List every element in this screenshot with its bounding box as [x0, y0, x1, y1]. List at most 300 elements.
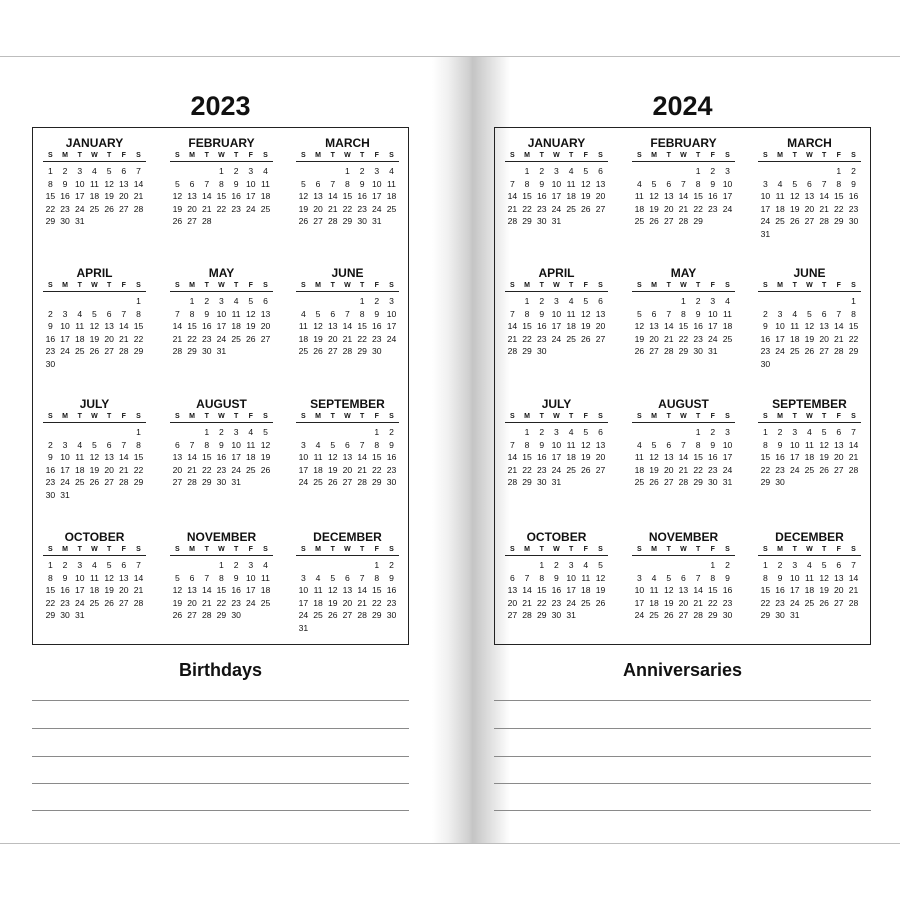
- day-cell[interactable]: 13: [172, 452, 183, 463]
- day-cell[interactable]: 25: [231, 333, 241, 344]
- day-cell[interactable]: 5: [821, 427, 827, 437]
- day-cell[interactable]: 6: [807, 178, 812, 189]
- day-cell[interactable]: 15: [708, 585, 718, 596]
- day-cell[interactable]: 30: [60, 610, 70, 621]
- day-cell[interactable]: 20: [649, 333, 659, 344]
- day-cell[interactable]: 27: [342, 610, 353, 621]
- day-cell[interactable]: 6: [121, 166, 127, 176]
- day-cell[interactable]: 24: [60, 477, 70, 488]
- day-cell[interactable]: 6: [106, 439, 112, 450]
- day-cell[interactable]: 18: [74, 464, 85, 475]
- day-cell[interactable]: 26: [663, 610, 674, 621]
- day-cell[interactable]: 26: [649, 477, 659, 488]
- day-cell[interactable]: 19: [327, 597, 338, 608]
- day-cell[interactable]: 16: [201, 321, 212, 332]
- day-cell[interactable]: 7: [681, 439, 686, 450]
- day-cell[interactable]: 25: [89, 203, 100, 214]
- day-cell[interactable]: 15: [760, 585, 771, 596]
- day-cell[interactable]: 31: [74, 216, 85, 227]
- day-cell[interactable]: 5: [300, 178, 306, 189]
- day-cell[interactable]: 18: [566, 452, 576, 463]
- day-cell[interactable]: 8: [374, 572, 380, 583]
- day-cell[interactable]: 5: [330, 439, 336, 450]
- day-cell[interactable]: 7: [345, 308, 350, 319]
- day-cell[interactable]: 12: [260, 439, 271, 450]
- day-cell[interactable]: 3: [62, 439, 68, 450]
- day-cell[interactable]: 15: [536, 585, 547, 596]
- day-cell[interactable]: 8: [189, 308, 195, 319]
- day-cell[interactable]: 12: [104, 572, 114, 583]
- day-cell[interactable]: 18: [89, 585, 100, 596]
- day-cell[interactable]: 10: [789, 572, 800, 583]
- day-cell[interactable]: 28: [522, 610, 532, 621]
- day-cell[interactable]: 24: [60, 346, 70, 357]
- day-cell[interactable]: 8: [695, 178, 701, 189]
- day-cell[interactable]: 14: [133, 178, 144, 189]
- day-cell[interactable]: 29: [522, 477, 532, 488]
- day-cell[interactable]: 3: [762, 178, 768, 189]
- day-cell[interactable]: 23: [775, 597, 785, 608]
- day-cell[interactable]: 17: [60, 464, 70, 475]
- day-cell[interactable]: 7: [695, 572, 701, 583]
- day-cell[interactable]: 10: [551, 178, 562, 189]
- day-cell[interactable]: 28: [693, 610, 703, 621]
- day-cell[interactable]: 13: [595, 439, 606, 450]
- day-cell[interactable]: 5: [807, 308, 812, 319]
- day-cell[interactable]: 23: [708, 203, 718, 214]
- day-cell[interactable]: 21: [693, 597, 703, 608]
- day-cell[interactable]: 20: [595, 452, 606, 463]
- day-cell[interactable]: 24: [789, 597, 800, 608]
- day-cell[interactable]: 15: [133, 321, 144, 332]
- day-cell[interactable]: 4: [583, 560, 589, 570]
- day-cell[interactable]: 3: [77, 560, 83, 570]
- day-cell[interactable]: 6: [345, 439, 350, 450]
- day-cell[interactable]: 15: [187, 321, 197, 332]
- day-cell[interactable]: 20: [327, 333, 338, 344]
- day-cell[interactable]: 23: [231, 203, 241, 214]
- day-cell[interactable]: 30: [708, 477, 718, 488]
- day-cell[interactable]: 2: [62, 560, 68, 570]
- day-cell[interactable]: 5: [263, 427, 268, 437]
- day-cell[interactable]: 16: [60, 585, 70, 596]
- day-cell[interactable]: 17: [775, 333, 785, 344]
- day-cell[interactable]: 20: [104, 333, 114, 344]
- day-cell[interactable]: 21: [201, 597, 212, 608]
- writing-line[interactable]: [494, 728, 871, 729]
- day-cell[interactable]: 21: [678, 464, 689, 475]
- day-cell[interactable]: 10: [386, 308, 397, 319]
- day-cell[interactable]: 6: [345, 572, 350, 583]
- day-cell[interactable]: 14: [848, 439, 859, 450]
- day-cell[interactable]: 5: [583, 427, 589, 437]
- day-cell[interactable]: 17: [722, 191, 733, 202]
- day-cell[interactable]: 26: [819, 597, 829, 608]
- day-cell[interactable]: 27: [834, 464, 844, 475]
- day-cell[interactable]: 29: [708, 610, 718, 621]
- day-cell[interactable]: 28: [357, 477, 367, 488]
- day-cell[interactable]: 30: [536, 477, 547, 488]
- day-cell[interactable]: 18: [231, 321, 241, 332]
- day-cell[interactable]: 23: [45, 477, 56, 488]
- day-cell[interactable]: 1: [524, 296, 530, 306]
- day-cell[interactable]: 9: [725, 572, 730, 583]
- day-cell[interactable]: 26: [260, 464, 271, 475]
- day-cell[interactable]: 3: [568, 560, 574, 570]
- day-cell[interactable]: 18: [581, 585, 591, 596]
- day-cell[interactable]: 27: [595, 333, 606, 344]
- day-cell[interactable]: 15: [45, 191, 56, 202]
- day-cell[interactable]: 22: [522, 203, 532, 214]
- day-cell[interactable]: 13: [187, 585, 197, 596]
- day-cell[interactable]: 5: [583, 166, 589, 176]
- day-cell[interactable]: 26: [581, 203, 591, 214]
- day-cell[interactable]: 3: [554, 427, 559, 437]
- day-cell[interactable]: 19: [595, 585, 606, 596]
- day-cell[interactable]: 16: [60, 191, 70, 202]
- day-cell[interactable]: 16: [848, 191, 859, 202]
- day-cell[interactable]: 19: [172, 203, 183, 214]
- day-cell[interactable]: 3: [554, 166, 559, 176]
- day-cell[interactable]: 7: [121, 439, 127, 450]
- day-cell[interactable]: 18: [260, 191, 271, 202]
- day-cell[interactable]: 9: [233, 178, 239, 189]
- day-cell[interactable]: 14: [522, 585, 532, 596]
- day-cell[interactable]: 27: [663, 477, 674, 488]
- day-cell[interactable]: 25: [74, 346, 85, 357]
- day-cell[interactable]: 23: [551, 597, 562, 608]
- day-cell[interactable]: 8: [219, 178, 224, 189]
- day-cell[interactable]: 6: [598, 166, 603, 176]
- day-cell[interactable]: 11: [566, 308, 576, 319]
- day-cell[interactable]: 16: [45, 333, 56, 344]
- day-cell[interactable]: 19: [298, 203, 309, 214]
- day-cell[interactable]: 15: [216, 191, 227, 202]
- day-cell[interactable]: 2: [47, 308, 53, 319]
- day-cell[interactable]: 26: [246, 333, 256, 344]
- day-cell[interactable]: 4: [777, 178, 783, 189]
- day-cell[interactable]: 9: [204, 308, 210, 319]
- day-cell[interactable]: 25: [634, 216, 645, 227]
- day-cell[interactable]: 14: [187, 452, 197, 463]
- day-cell[interactable]: 28: [507, 477, 518, 488]
- day-cell[interactable]: 14: [693, 585, 703, 596]
- day-cell[interactable]: 1: [189, 296, 195, 306]
- day-cell[interactable]: 29: [693, 216, 703, 227]
- day-cell[interactable]: 28: [119, 477, 129, 488]
- day-cell[interactable]: 10: [722, 178, 733, 189]
- day-cell[interactable]: 28: [819, 216, 829, 227]
- day-cell[interactable]: 22: [678, 333, 689, 344]
- day-cell[interactable]: 16: [231, 191, 241, 202]
- day-cell[interactable]: 28: [507, 346, 518, 357]
- day-cell[interactable]: 11: [634, 452, 644, 463]
- day-cell[interactable]: 28: [342, 346, 353, 357]
- day-cell[interactable]: 2: [62, 166, 68, 176]
- day-cell[interactable]: 31: [789, 610, 800, 621]
- day-cell[interactable]: 12: [663, 585, 674, 596]
- day-cell[interactable]: 18: [89, 191, 100, 202]
- day-cell[interactable]: 31: [551, 477, 562, 488]
- day-cell[interactable]: 25: [649, 610, 659, 621]
- day-cell[interactable]: 24: [708, 333, 718, 344]
- day-cell[interactable]: 23: [45, 346, 56, 357]
- day-cell[interactable]: 6: [315, 178, 321, 189]
- day-cell[interactable]: 6: [106, 308, 112, 319]
- day-cell[interactable]: 26: [581, 333, 591, 344]
- day-cell[interactable]: 16: [231, 585, 241, 596]
- day-cell[interactable]: 17: [760, 203, 771, 214]
- day-cell[interactable]: 21: [507, 203, 518, 214]
- day-cell[interactable]: 19: [819, 452, 829, 463]
- day-cell[interactable]: 13: [313, 191, 323, 202]
- day-cell[interactable]: 24: [722, 203, 733, 214]
- day-cell[interactable]: 14: [119, 321, 129, 332]
- day-cell[interactable]: 3: [62, 308, 68, 319]
- day-cell[interactable]: 9: [47, 452, 53, 463]
- day-cell[interactable]: 30: [848, 216, 859, 227]
- day-cell[interactable]: 27: [119, 597, 129, 608]
- day-cell[interactable]: 23: [60, 203, 70, 214]
- day-cell[interactable]: 1: [136, 296, 141, 306]
- day-cell[interactable]: 7: [524, 572, 530, 583]
- day-cell[interactable]: 7: [681, 178, 686, 189]
- day-cell[interactable]: 3: [777, 308, 783, 319]
- day-cell[interactable]: 17: [60, 333, 70, 344]
- day-cell[interactable]: 5: [583, 296, 589, 306]
- day-cell[interactable]: 22: [693, 464, 703, 475]
- day-cell[interactable]: 11: [89, 178, 99, 189]
- day-cell[interactable]: 15: [522, 321, 532, 332]
- day-cell[interactable]: 9: [539, 178, 545, 189]
- day-cell[interactable]: 8: [710, 572, 716, 583]
- day-cell[interactable]: 29: [201, 477, 212, 488]
- day-cell[interactable]: 14: [848, 572, 859, 583]
- day-cell[interactable]: 19: [246, 321, 256, 332]
- day-cell[interactable]: 2: [47, 439, 53, 450]
- day-cell[interactable]: 25: [246, 464, 256, 475]
- day-cell[interactable]: 27: [327, 346, 338, 357]
- day-cell[interactable]: 19: [327, 464, 338, 475]
- day-cell[interactable]: 13: [834, 572, 844, 583]
- day-cell[interactable]: 3: [792, 427, 798, 437]
- day-cell[interactable]: 30: [760, 358, 771, 369]
- day-cell[interactable]: 18: [804, 585, 815, 596]
- day-cell[interactable]: 23: [760, 346, 771, 357]
- day-cell[interactable]: 20: [187, 203, 197, 214]
- day-cell[interactable]: 5: [666, 572, 672, 583]
- day-cell[interactable]: 23: [201, 333, 212, 344]
- writing-line[interactable]: [32, 700, 409, 701]
- day-cell[interactable]: 23: [693, 333, 703, 344]
- day-cell[interactable]: 23: [386, 464, 397, 475]
- day-cell[interactable]: 17: [634, 597, 645, 608]
- day-cell[interactable]: 7: [666, 308, 672, 319]
- day-cell[interactable]: 2: [725, 560, 730, 570]
- day-cell[interactable]: 25: [298, 346, 309, 357]
- day-cell[interactable]: 23: [216, 464, 227, 475]
- day-cell[interactable]: 17: [74, 585, 85, 596]
- day-cell[interactable]: 10: [372, 178, 382, 189]
- day-cell[interactable]: 19: [89, 333, 100, 344]
- day-cell[interactable]: 31: [566, 610, 576, 621]
- day-cell[interactable]: 14: [201, 585, 212, 596]
- day-cell[interactable]: 15: [372, 585, 382, 596]
- day-cell[interactable]: 4: [77, 308, 83, 319]
- day-cell[interactable]: 30: [775, 610, 785, 621]
- day-cell[interactable]: 3: [77, 166, 83, 176]
- day-cell[interactable]: 3: [248, 166, 254, 176]
- day-cell[interactable]: 24: [216, 333, 227, 344]
- day-cell[interactable]: 8: [762, 439, 768, 450]
- day-cell[interactable]: 18: [74, 333, 85, 344]
- day-cell[interactable]: 9: [219, 439, 224, 450]
- day-cell[interactable]: 30: [45, 489, 56, 500]
- day-cell[interactable]: 1: [204, 427, 210, 437]
- day-cell[interactable]: 17: [789, 452, 800, 463]
- day-cell[interactable]: 22: [216, 597, 227, 608]
- day-cell[interactable]: 12: [172, 191, 183, 202]
- day-cell[interactable]: 26: [327, 477, 338, 488]
- day-cell[interactable]: 12: [246, 308, 256, 319]
- day-cell[interactable]: 8: [851, 308, 856, 319]
- day-cell[interactable]: 31: [372, 216, 382, 227]
- day-cell[interactable]: 6: [189, 178, 195, 189]
- day-cell[interactable]: 6: [174, 439, 180, 450]
- day-cell[interactable]: 21: [507, 464, 518, 475]
- day-cell[interactable]: 20: [313, 203, 323, 214]
- day-cell[interactable]: 21: [834, 333, 844, 344]
- day-cell[interactable]: 8: [136, 308, 141, 319]
- day-cell[interactable]: 7: [189, 439, 195, 450]
- day-cell[interactable]: 3: [725, 427, 730, 437]
- day-cell[interactable]: 2: [710, 427, 716, 437]
- day-cell[interactable]: 9: [62, 178, 68, 189]
- day-cell[interactable]: 2: [359, 166, 365, 176]
- day-cell[interactable]: 1: [539, 560, 545, 570]
- day-cell[interactable]: 20: [260, 321, 271, 332]
- day-cell[interactable]: 26: [104, 203, 114, 214]
- day-cell[interactable]: 29: [536, 610, 547, 621]
- day-cell[interactable]: 13: [663, 191, 674, 202]
- day-cell[interactable]: 22: [133, 464, 144, 475]
- day-cell[interactable]: 16: [357, 191, 367, 202]
- writing-line[interactable]: [32, 756, 409, 757]
- day-cell[interactable]: 24: [74, 203, 85, 214]
- day-cell[interactable]: 25: [74, 477, 85, 488]
- day-cell[interactable]: 5: [330, 572, 336, 583]
- day-cell[interactable]: 20: [119, 191, 129, 202]
- day-cell[interactable]: 7: [509, 308, 515, 319]
- day-cell[interactable]: 14: [119, 452, 129, 463]
- day-cell[interactable]: 16: [45, 464, 56, 475]
- day-cell[interactable]: 21: [357, 597, 367, 608]
- day-cell[interactable]: 3: [248, 560, 254, 570]
- day-cell[interactable]: 12: [298, 191, 309, 202]
- day-cell[interactable]: 11: [75, 452, 85, 463]
- writing-line[interactable]: [32, 728, 409, 729]
- day-cell[interactable]: 22: [45, 597, 56, 608]
- day-cell[interactable]: 14: [507, 452, 518, 463]
- day-cell[interactable]: 13: [342, 585, 353, 596]
- day-cell[interactable]: 17: [372, 191, 382, 202]
- day-cell[interactable]: 17: [298, 597, 309, 608]
- day-cell[interactable]: 24: [298, 610, 309, 621]
- day-cell[interactable]: 26: [634, 346, 645, 357]
- day-cell[interactable]: 20: [678, 597, 689, 608]
- day-cell[interactable]: 14: [133, 572, 144, 583]
- day-cell[interactable]: 16: [551, 585, 562, 596]
- day-cell[interactable]: 11: [387, 178, 396, 189]
- day-cell[interactable]: 12: [819, 572, 829, 583]
- day-cell[interactable]: 9: [777, 572, 783, 583]
- day-cell[interactable]: 6: [598, 427, 603, 437]
- day-cell[interactable]: 19: [260, 452, 271, 463]
- day-cell[interactable]: 1: [345, 166, 350, 176]
- day-cell[interactable]: 9: [710, 178, 716, 189]
- day-cell[interactable]: 8: [359, 308, 365, 319]
- day-cell[interactable]: 17: [246, 585, 256, 596]
- day-cell[interactable]: 4: [315, 439, 321, 450]
- day-cell[interactable]: 7: [836, 308, 842, 319]
- day-cell[interactable]: 12: [172, 585, 183, 596]
- day-cell[interactable]: 24: [386, 333, 397, 344]
- day-cell[interactable]: 27: [649, 346, 659, 357]
- day-cell[interactable]: 21: [507, 333, 518, 344]
- day-cell[interactable]: 20: [834, 585, 844, 596]
- day-cell[interactable]: 25: [313, 610, 323, 621]
- day-cell[interactable]: 11: [723, 308, 732, 319]
- day-cell[interactable]: 23: [386, 597, 397, 608]
- day-cell[interactable]: 1: [219, 560, 224, 570]
- day-cell[interactable]: 13: [649, 321, 659, 332]
- day-cell[interactable]: 1: [219, 166, 224, 176]
- day-cell[interactable]: 4: [807, 560, 812, 570]
- day-cell[interactable]: 12: [313, 321, 323, 332]
- day-cell[interactable]: 17: [298, 464, 309, 475]
- day-cell[interactable]: 2: [777, 560, 783, 570]
- day-cell[interactable]: 14: [819, 191, 829, 202]
- day-cell[interactable]: 8: [762, 572, 768, 583]
- day-cell[interactable]: 12: [581, 308, 591, 319]
- day-cell[interactable]: 13: [595, 178, 606, 189]
- day-cell[interactable]: 10: [760, 191, 771, 202]
- day-cell[interactable]: 21: [522, 597, 532, 608]
- day-cell[interactable]: 1: [851, 296, 856, 306]
- day-cell[interactable]: 30: [216, 477, 227, 488]
- day-cell[interactable]: 5: [106, 560, 112, 570]
- day-cell[interactable]: 30: [775, 477, 785, 488]
- day-cell[interactable]: 16: [708, 452, 718, 463]
- day-cell[interactable]: 2: [851, 166, 856, 176]
- day-cell[interactable]: 11: [89, 572, 99, 583]
- day-cell[interactable]: 15: [760, 452, 771, 463]
- day-cell[interactable]: 27: [119, 203, 129, 214]
- day-cell[interactable]: 10: [246, 178, 256, 189]
- day-cell[interactable]: 1: [695, 427, 701, 437]
- day-cell[interactable]: 11: [581, 572, 591, 583]
- day-cell[interactable]: 31: [231, 477, 241, 488]
- day-cell[interactable]: 18: [313, 597, 323, 608]
- day-cell[interactable]: 30: [536, 216, 547, 227]
- day-cell[interactable]: 3: [636, 572, 642, 583]
- day-cell[interactable]: 24: [775, 346, 785, 357]
- day-cell[interactable]: 6: [681, 572, 686, 583]
- day-cell[interactable]: 12: [89, 452, 100, 463]
- day-cell[interactable]: 1: [359, 296, 365, 306]
- day-cell[interactable]: 13: [119, 572, 129, 583]
- day-cell[interactable]: 12: [595, 572, 606, 583]
